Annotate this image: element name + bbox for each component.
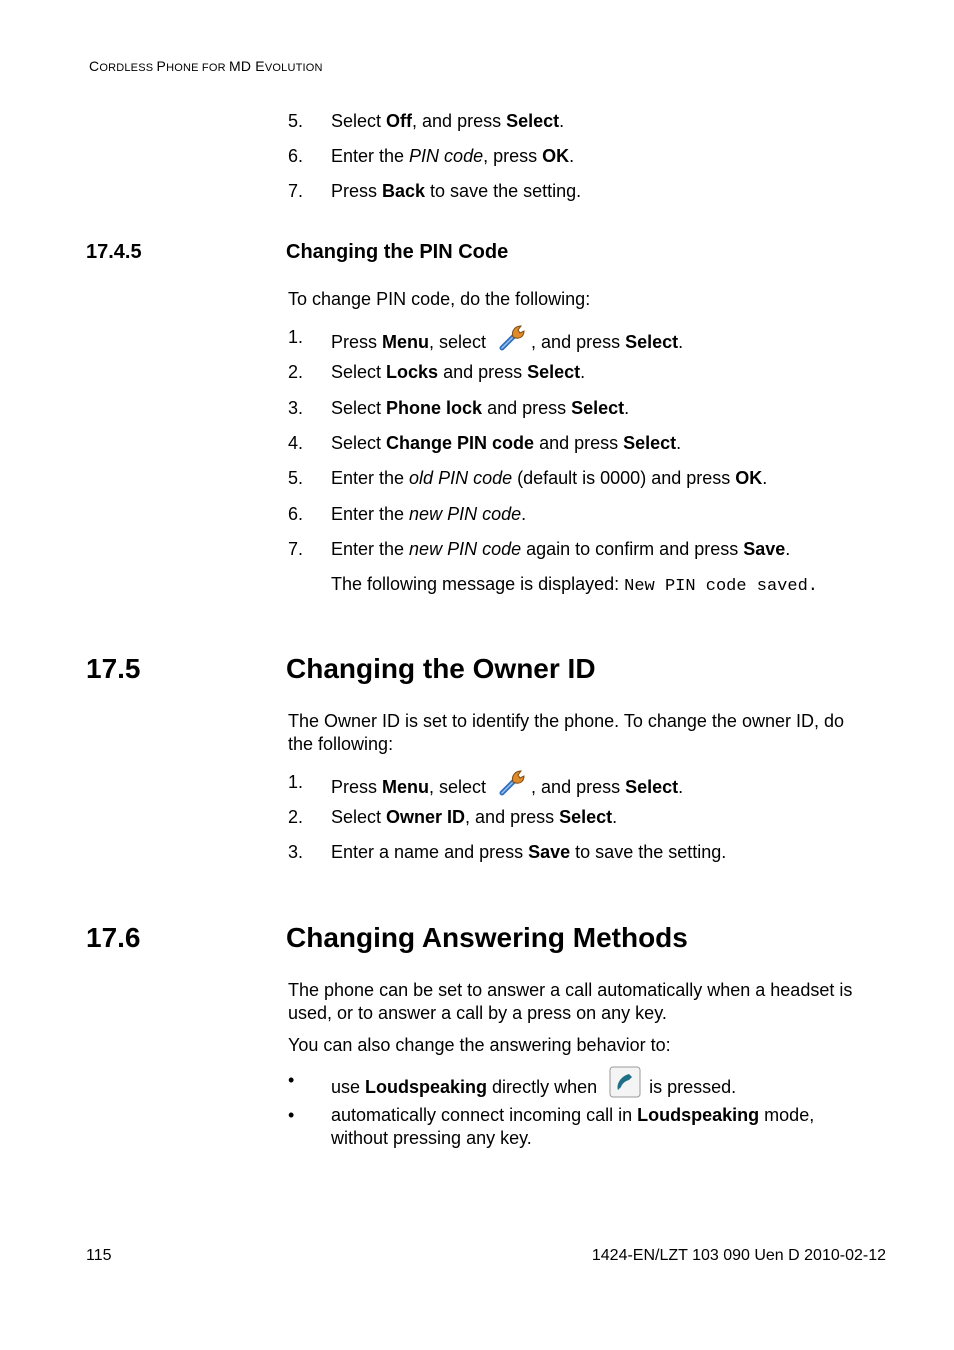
step-item-text: Select	[623, 432, 677, 453]
step-item	[331, 771, 683, 805]
step-item-text: , and press	[412, 111, 507, 131]
intro-line-1: The phone can be set to answer a call automatically when a headset is	[288, 980, 853, 1000]
document-id: 1424-EN/LZT 103 090 Uen D 2010-02-12	[591, 1247, 886, 1264]
header-text: VOLUTION	[264, 62, 323, 74]
section-intro-176	[288, 979, 852, 1025]
section-title-175: Changing the Owner ID	[286, 653, 596, 684]
step-item-text: new PIN code	[409, 503, 522, 524]
step-item-text: Select	[625, 331, 679, 352]
step-item-number: 6.	[288, 503, 304, 524]
bullet-item-text: Loudspeaking	[365, 1076, 488, 1097]
step-item-text: and press	[534, 432, 624, 453]
message-label: The following message is displayed:	[331, 574, 625, 594]
page-number: 115	[86, 1247, 112, 1264]
section-intro-1745: To change PIN code, do the following:	[288, 289, 591, 309]
bullet-item	[331, 1104, 814, 1150]
step-item-text: .	[559, 111, 565, 131]
header-text: C	[89, 58, 100, 74]
step-item-text: Select	[331, 807, 387, 827]
step-item-text: .	[521, 503, 527, 524]
step-item-text: Press	[331, 776, 383, 797]
step-item-text: .	[676, 432, 682, 453]
step-item-text: Phone lock	[386, 397, 483, 418]
step-item-text: Change PIN code	[386, 432, 535, 453]
step-item-text: .	[569, 146, 575, 166]
step-item-number: 7.	[288, 538, 304, 559]
step-item-text: Select	[571, 397, 625, 418]
step-item-text: , and press	[531, 331, 626, 352]
step-item-text: .	[678, 331, 684, 352]
wrench-icon	[498, 768, 528, 802]
step-item-text: .	[612, 807, 618, 827]
intro-line-2: the following:	[288, 734, 394, 754]
step-item-text: Select	[506, 111, 560, 131]
step-item	[331, 503, 526, 526]
step-item-number: 2.	[288, 362, 304, 383]
header-text: MD E	[229, 58, 265, 74]
step-item-text: , select	[429, 331, 492, 352]
step-item-text: and press	[482, 397, 572, 418]
message-line	[331, 573, 818, 598]
step-item-text: , and press	[465, 807, 560, 827]
step-item-text: Select	[331, 111, 387, 131]
step-item	[331, 145, 574, 168]
header-text: ORDLESS	[99, 62, 157, 74]
step-item-text: Menu	[382, 776, 430, 797]
step-item-number: 1.	[288, 772, 304, 792]
step-item-text: .	[624, 397, 630, 418]
step-item	[331, 397, 629, 420]
step-item	[331, 110, 564, 133]
section-title-176: Changing Answering Methods	[286, 922, 688, 953]
step-item-text: Enter the	[331, 503, 410, 524]
phone-icon	[609, 1066, 641, 1104]
step-item-number: 6.	[288, 146, 304, 166]
step-item-text: Press	[331, 181, 383, 201]
bullet-item-text: is pressed.	[644, 1076, 737, 1097]
step-item-text: to save the setting.	[570, 842, 727, 862]
bullet-item-text: automatically connect incoming call in	[331, 1105, 638, 1125]
step-item-text: PIN code	[409, 146, 484, 166]
intro-line-2: used, or to answer a call by a press on any key.	[288, 1003, 667, 1023]
message-code: New PIN code saved.	[624, 577, 818, 596]
step-item-text: and press	[438, 362, 528, 383]
step-item-text: , and press	[531, 776, 626, 797]
step-item	[331, 326, 683, 360]
step-item-text: Select	[625, 776, 679, 797]
section-title-1745: Changing the PIN Code	[286, 241, 509, 263]
step-item	[331, 432, 681, 455]
step-item-number: 3.	[288, 842, 304, 862]
step-item-text: again to confirm and press	[521, 538, 744, 559]
step-item-text: Off	[386, 111, 413, 131]
step-item-text: .	[762, 468, 768, 489]
step-item-text: .	[678, 776, 684, 797]
section-intro-175	[288, 710, 844, 756]
step-item	[331, 180, 581, 203]
step-item-number: 5.	[288, 468, 304, 489]
header-text: P	[156, 58, 167, 74]
step-item-text: Menu	[382, 331, 430, 352]
step-item-text: Select	[331, 397, 387, 418]
bullet-line	[331, 1069, 736, 1107]
step-item-text: Save	[528, 842, 571, 862]
step-item-text: Enter the	[331, 468, 410, 489]
step-item	[331, 841, 726, 864]
step-item-number: 1.	[288, 327, 304, 347]
step-item-number: 4.	[288, 432, 304, 453]
step-item-number: 7.	[288, 181, 304, 201]
bullet-item-text: use	[331, 1076, 366, 1097]
header-text: HONE FOR	[166, 62, 230, 74]
wrench-icon	[498, 323, 528, 357]
bullet-item-text: Loudspeaking	[637, 1105, 760, 1125]
step-item-text: , select	[429, 776, 492, 797]
step-item-text: Enter the	[331, 146, 410, 166]
step-item-text: OK	[735, 468, 763, 489]
section-number-176: 17.6	[86, 922, 141, 953]
step-item-text: .	[785, 538, 791, 559]
bullet-item-text: without pressing any key.	[331, 1128, 532, 1148]
step-item-text: Select	[559, 807, 613, 827]
step-item	[331, 538, 790, 561]
step-item-text: Locks	[386, 362, 439, 383]
step-item-text: (default is 0000) and press	[512, 468, 736, 489]
step-item-text: to save the setting.	[425, 181, 582, 201]
section-number-1745: 17.4.5	[86, 241, 142, 263]
bullet-marker: •	[288, 1070, 295, 1090]
step-item-number: 3.	[288, 397, 304, 418]
section-number-175: 17.5	[86, 653, 141, 684]
step-item-text: old PIN code	[409, 468, 513, 489]
step-item-text: Press	[331, 331, 383, 352]
step-item-text: new PIN code	[409, 538, 522, 559]
step-item-number: 2.	[288, 807, 304, 827]
bullet-marker: •	[288, 1105, 295, 1125]
running-header	[89, 58, 323, 74]
step-item	[331, 806, 617, 829]
bullet-item-text: directly when	[487, 1076, 603, 1097]
step-item-text: Select	[527, 362, 581, 383]
step-item-text: , press	[483, 146, 543, 166]
step-item-text: Save	[743, 538, 786, 559]
bullet-item-text: mode,	[759, 1105, 815, 1125]
step-item-text: Back	[382, 181, 426, 201]
answering-intro: You can also change the answering behavior to:	[288, 1035, 671, 1055]
step-item-text: Select	[331, 362, 387, 383]
step-item-number: 5.	[288, 111, 304, 131]
step-item-text: Enter a name and press	[331, 842, 529, 862]
step-item-text: Enter the	[331, 538, 410, 559]
bullet-line	[331, 1104, 814, 1127]
step-item-text: Select	[331, 432, 387, 453]
step-item-text: OK	[542, 146, 570, 166]
intro-line-1: The Owner ID is set to identify the phone. To change the owner ID, do	[288, 711, 844, 731]
step-item	[331, 467, 767, 490]
step-item	[331, 361, 585, 384]
bullet-line	[331, 1127, 814, 1150]
step-item-text: .	[580, 362, 586, 383]
bullet-item	[331, 1069, 736, 1107]
step-item-text: Owner ID	[386, 807, 466, 827]
